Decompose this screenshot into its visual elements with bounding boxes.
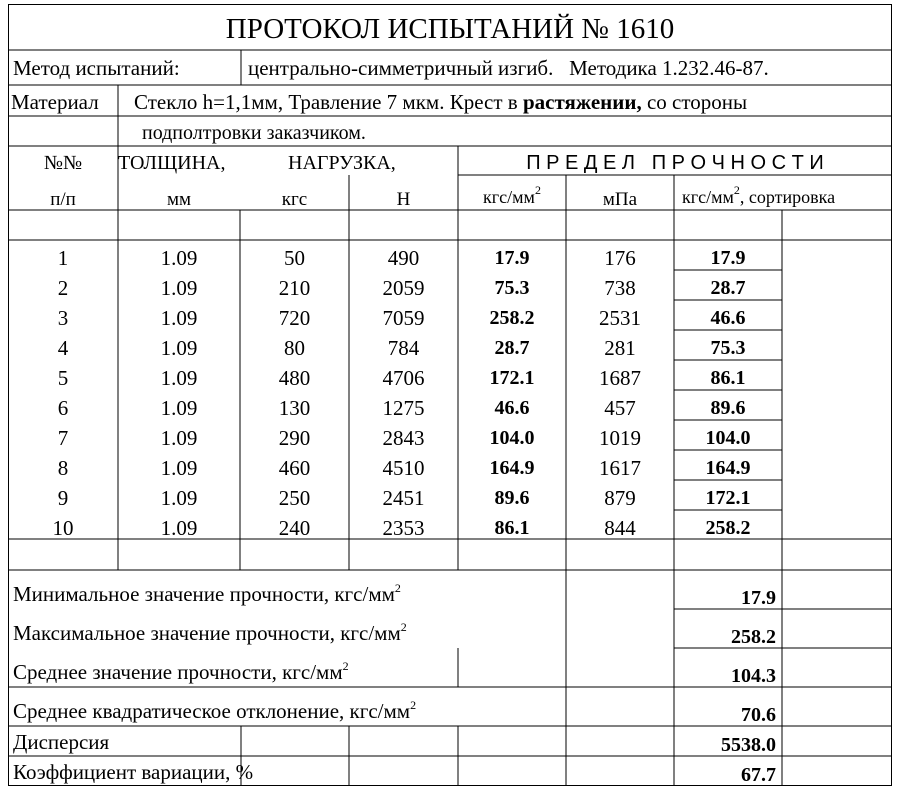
- cell-strength: 75.3: [494, 277, 530, 299]
- summary-min-label: [13, 581, 401, 606]
- summary-std-label: [13, 698, 417, 723]
- cell-newton: 2059: [382, 276, 425, 300]
- cell-kgf: 130: [278, 396, 311, 420]
- cell-newton: 4706: [382, 366, 425, 390]
- cell-mpa: 457: [604, 396, 636, 420]
- summary-mean-label: [13, 659, 349, 684]
- cell-strength: 104.0: [489, 427, 535, 449]
- header-load-kgf: кгс: [281, 189, 308, 210]
- header-unit-mpa: мПа: [602, 189, 638, 210]
- summary-max-label-text: Максимальное значение прочности, кгс/мм: [13, 621, 401, 645]
- header-load-newton: Н: [396, 189, 411, 210]
- cell-sorted: 164.9: [705, 457, 751, 479]
- cell-kgf: 80: [284, 336, 305, 360]
- cell-sorted: 104.0: [705, 427, 751, 449]
- cell-thickness: 1.09: [160, 306, 198, 330]
- summary-std-label-text: Среднее квадратическое отклонение, кгс/мм: [13, 699, 411, 723]
- summary-dispersion-label: Дисперсия: [13, 730, 110, 754]
- summary-min-sup: 2: [394, 581, 401, 595]
- summary-dispersion-value: 5538.0: [721, 734, 776, 756]
- cell-strength: 17.9: [494, 247, 530, 269]
- cell-n: 4: [57, 336, 69, 360]
- cell-kgf: 250: [278, 486, 311, 510]
- cell-newton: 1275: [382, 396, 425, 420]
- cell-mpa: 281: [604, 336, 636, 360]
- summary-max-value: 258.2: [731, 626, 776, 648]
- cell-newton: 4510: [382, 456, 425, 480]
- method-value: центрально-симметричный изгиб. Методика 1.232.46-87.: [248, 56, 769, 80]
- cell-n: 2: [57, 276, 69, 300]
- cell-mpa: 1019: [599, 426, 641, 450]
- summary-min-label-text: Минимальное значение прочности, кгс/мм: [13, 582, 395, 606]
- cell-kgf: 480: [278, 366, 311, 390]
- cell-n: 3: [57, 306, 69, 330]
- cell-kgf: 240: [278, 516, 311, 540]
- material-line1-bold: растяжении,: [522, 90, 642, 114]
- cell-newton: 490: [387, 246, 420, 270]
- cell-n: 1: [57, 246, 69, 270]
- cell-strength: 172.1: [489, 367, 535, 389]
- cell-thickness: 1.09: [160, 486, 198, 510]
- unit-kgf-mm-sup: 2: [534, 183, 541, 197]
- cell-n: 6: [57, 396, 69, 420]
- summary-cv-value: 67.7: [741, 764, 776, 786]
- cell-newton: 2843: [382, 426, 425, 450]
- cell-strength: 46.6: [494, 397, 530, 419]
- summary-min-value: 17.9: [741, 587, 776, 609]
- unit-sorted-text: кгс/мм: [682, 187, 734, 207]
- material-label: Материал: [11, 90, 99, 114]
- summary-cv-label: Коэффициент вариации, %: [13, 760, 254, 784]
- cell-n: 5: [57, 366, 69, 390]
- cell-strength: 258.2: [489, 307, 535, 329]
- cell-strength: 89.6: [494, 487, 530, 509]
- cell-sorted: 172.1: [705, 487, 751, 509]
- material-line1: [134, 92, 747, 113]
- header-num: №№: [43, 152, 83, 174]
- cell-sorted: 17.9: [710, 247, 746, 269]
- cell-strength: 28.7: [494, 337, 530, 359]
- header-unit-kgf-mm: [458, 183, 566, 207]
- cell-thickness: 1.09: [160, 426, 198, 450]
- unit-sorted-suffix: , сортировка: [739, 187, 836, 207]
- header-thickness-unit: мм: [166, 189, 192, 210]
- cell-strength: 86.1: [494, 517, 530, 539]
- header-strength: П Р Е Д Е Л П Р О Ч Н О С Т И: [526, 152, 824, 174]
- header-num-sub: п/п: [50, 189, 76, 210]
- cell-sorted: 28.7: [710, 277, 746, 299]
- unit-sorted-sup: 2: [733, 183, 740, 197]
- cell-sorted: 75.3: [710, 337, 746, 359]
- cell-thickness: 1.09: [160, 516, 198, 540]
- cell-sorted: 258.2: [705, 517, 751, 539]
- header-unit-sorted: [682, 183, 836, 207]
- cell-n: 7: [57, 426, 69, 450]
- cell-newton: 2451: [382, 486, 425, 510]
- cell-sorted: 89.6: [710, 397, 746, 419]
- material-line2: подполтровки заказчиком.: [142, 122, 366, 144]
- cell-thickness: 1.09: [160, 396, 198, 420]
- header-thickness: ТОЛЩИНА,: [118, 152, 226, 174]
- cell-newton: 784: [387, 336, 420, 360]
- material-line1-post: со стороны: [641, 90, 748, 114]
- summary-std-sup: 2: [410, 698, 417, 712]
- cell-mpa: 844: [604, 516, 636, 540]
- cell-n: 9: [57, 486, 69, 510]
- summary-std-value: 70.6: [741, 704, 776, 726]
- cell-thickness: 1.09: [160, 336, 198, 360]
- cell-n: 10: [52, 516, 74, 540]
- summary-mean-label-text: Среднее значение прочности, кгс/мм: [13, 660, 343, 684]
- summary-max-sup: 2: [400, 620, 407, 634]
- cell-sorted: 86.1: [710, 367, 746, 389]
- cell-newton: 7059: [382, 306, 425, 330]
- cell-mpa: 2531: [599, 306, 641, 330]
- cell-strength: 164.9: [489, 457, 535, 479]
- cell-n: 8: [57, 456, 69, 480]
- method-label: Метод испытаний:: [13, 56, 180, 80]
- cell-thickness: 1.09: [160, 246, 198, 270]
- protocol-title: ПРОТОКОЛ ИСПЫТАНИЙ № 1610: [225, 13, 675, 45]
- summary-mean-sup: 2: [342, 659, 349, 673]
- cell-kgf: 460: [278, 456, 311, 480]
- cell-mpa: 176: [604, 246, 636, 270]
- cell-kgf: 290: [278, 426, 311, 450]
- header-load: НАГРУЗКА,: [288, 152, 396, 174]
- cell-mpa: 1687: [599, 366, 641, 390]
- cell-kgf: 210: [278, 276, 311, 300]
- cell-sorted: 46.6: [710, 307, 746, 329]
- cell-thickness: 1.09: [160, 276, 198, 300]
- material-line1-pre: Стекло h=1,1мм, Травление 7 мкм. Крест в: [134, 90, 523, 114]
- summary-max-label: [13, 620, 407, 645]
- cell-mpa: 879: [604, 486, 636, 510]
- unit-kgf-mm-text: кгс/мм: [483, 187, 535, 207]
- cell-mpa: 738: [604, 276, 636, 300]
- cell-mpa: 1617: [599, 456, 641, 480]
- cell-kgf: 50: [284, 246, 305, 270]
- test-protocol-sheet: [8, 4, 892, 786]
- cell-kgf: 720: [278, 306, 311, 330]
- cell-thickness: 1.09: [160, 456, 198, 480]
- cell-newton: 2353: [382, 516, 425, 540]
- cell-thickness: 1.09: [160, 366, 198, 390]
- summary-mean-value: 104.3: [731, 665, 776, 687]
